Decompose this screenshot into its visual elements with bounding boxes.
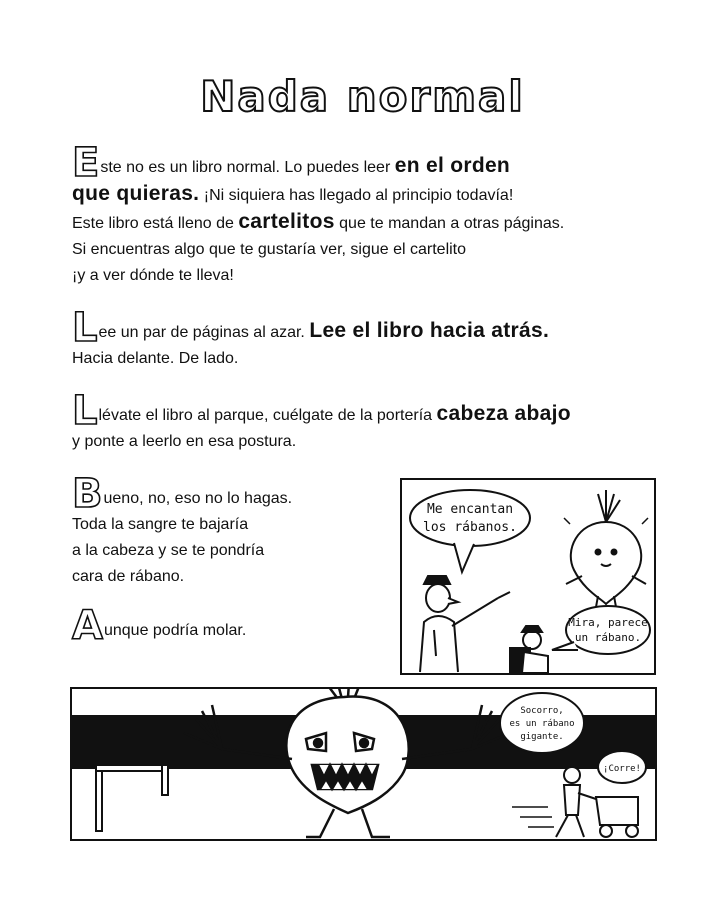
comic-illustration <box>402 480 654 673</box>
speech-bubble <box>410 490 530 546</box>
emphasis-text: que quieras. <box>72 182 200 205</box>
paragraph-park <box>72 388 672 455</box>
speech-bubble-tail <box>454 543 474 572</box>
text: Este libro está lleno de <box>72 215 239 232</box>
bubble-line: Mira, parece <box>568 616 648 629</box>
radish-character <box>564 490 648 618</box>
text: ueno, no, eso no lo hagas. <box>103 490 293 507</box>
emphasis-text: Lee el libro hacia atrás. <box>309 319 550 342</box>
bubble-line: ¡Corre! <box>603 764 641 774</box>
bubble-line: es un rábano <box>509 719 575 729</box>
drop-cap: A <box>72 603 103 649</box>
man-pointing <box>420 576 510 672</box>
page-title: Nada normal <box>200 72 525 121</box>
paragraph-intro <box>72 140 672 289</box>
drop-cap: L <box>72 388 98 434</box>
emphasis-text: cartelitos <box>238 210 335 233</box>
bubble-line: gigante. <box>520 732 564 742</box>
emphasis-text: en el orden <box>394 154 511 177</box>
text-line: Si encuentras algo que te gustaría ver, sigue el cartelito <box>72 241 467 258</box>
text: ee un par de páginas al azar. <box>98 324 310 341</box>
bubble-line: los rábanos. <box>423 520 517 535</box>
paragraph-random <box>72 305 672 372</box>
bubble-line: Socorro, <box>520 706 564 716</box>
bubble-line: un rábano. <box>574 631 642 644</box>
text-line: Toda la sangre te bajaría <box>72 516 249 533</box>
text-line: y ponte a leerlo en esa postura. <box>72 433 297 450</box>
text: ste no es un libro normal. Lo puedes leer <box>100 159 395 176</box>
drop-cap: B <box>72 471 103 517</box>
drop-cap: E <box>72 140 100 186</box>
goal-post <box>96 765 168 831</box>
text-line: a la cabeza y se te pondría <box>72 542 265 559</box>
speech-bubble <box>566 606 650 654</box>
paragraph-blood <box>72 471 372 590</box>
text-line: Hacia delante. De lado. <box>72 350 239 367</box>
seated-man <box>510 626 548 673</box>
text: que te mandan a otras páginas. <box>334 215 565 232</box>
comic-panel-radish-lover <box>400 478 656 675</box>
emphasis-text: cabeza abajo <box>436 402 571 425</box>
text: unque podría molar. <box>103 622 247 639</box>
text: ¡Ni siquiera has llegado al principio todavía! <box>199 187 514 204</box>
drop-cap: L <box>72 305 98 351</box>
text: lévate el libro al parque, cuélgate de la portería <box>98 407 437 424</box>
text-line: cara de rábano. <box>72 568 185 585</box>
text-line: ¡y a ver dónde te lleva! <box>72 267 234 284</box>
bubble-line: Me encantan <box>426 502 514 517</box>
paragraph-cool <box>72 603 372 649</box>
comic-illustration <box>72 689 655 839</box>
comic-panel-giant-radish <box>70 687 657 841</box>
